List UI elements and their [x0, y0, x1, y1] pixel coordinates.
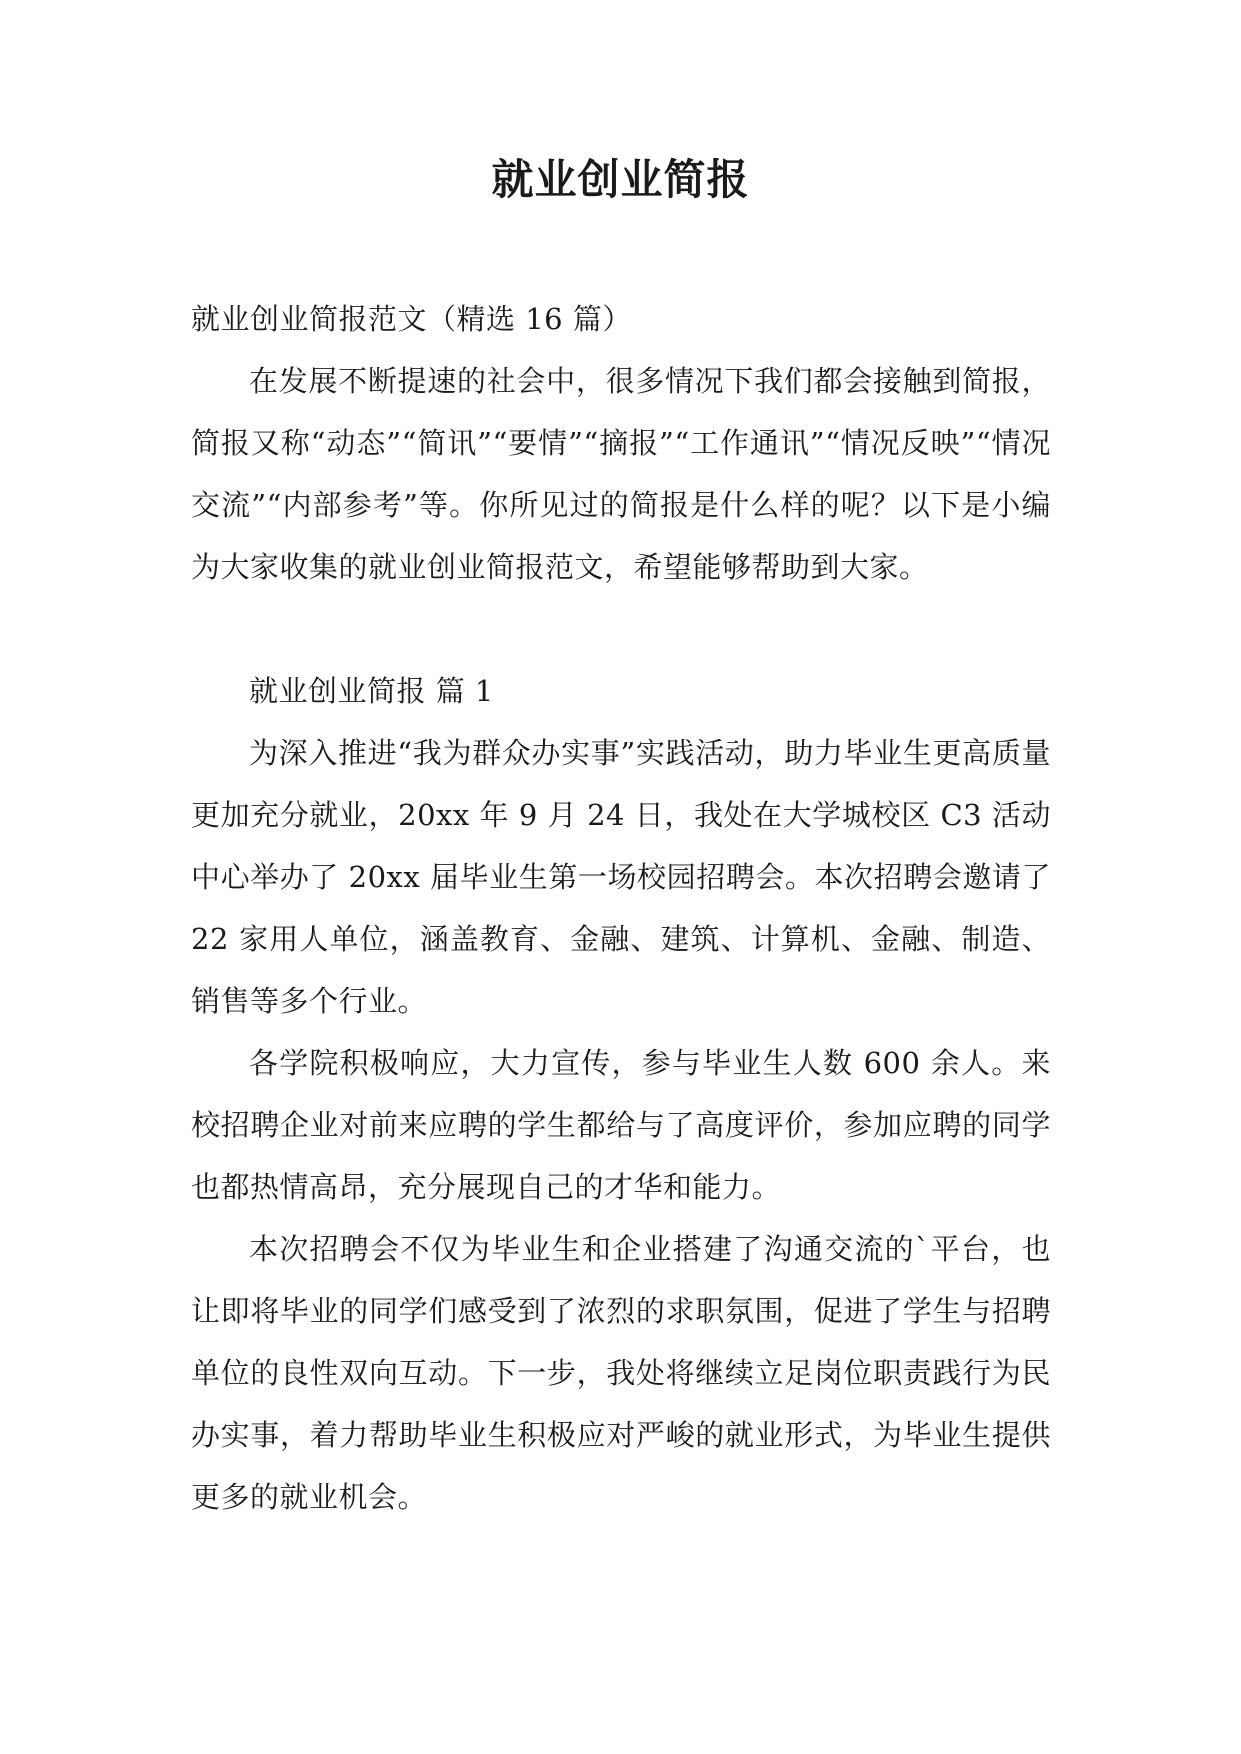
- intro-paragraph: 在发展不断提速的社会中，很多情况下我们都会接触到简报，简报又称“动态”“简讯”“要情”“摘报”“工作通讯”“情况反映”“情况交流”“内部参考”等。你所见过的简报是什么样的呢？以下是小编为大家收集的就业创业简报范文，希望能够帮助到大家。: [191, 364, 1051, 584]
- body-paragraph-1: 为深入推进“我为群众办实事”实践活动，助力毕业生更高质量更加充分就业，20xx 年 9 月 24 日，我处在大学城校区 C3 活动中心举办了 20xx 届毕业生第一场校园招聘会。本次招聘会邀请了 22 家用人单位，涵盖教育、金融、建筑、计算机、金融、制造、销售等多个行业。: [191, 736, 1051, 1018]
- document-body: [191, 288, 1051, 1528]
- body-paragraph-2: 各学院积极响应，大力宣传，参与毕业生人数 600 余人。来校招聘企业对前来应聘的学生都给与了高度评价，参加应聘的同学也都热情高昂，充分展现自己的才华和能力。: [191, 1046, 1051, 1204]
- section-heading: 就业创业简报 篇 1: [249, 674, 494, 708]
- paragraph-spacer: [191, 598, 1051, 660]
- body-paragraph-3: 本次招聘会不仅为毕业生和企业搭建了沟通交流的`平台，也让即将毕业的同学们感受到了浓烈的求职氛围，促进了学生与招聘单位的良性双向互动。下一步，我处将继续立足岗位职责践行为民办实事，着力帮助毕业生积极应对严峻的就业形式，为毕业生提供更多的就业机会。: [191, 1232, 1051, 1514]
- document-title: 就业创业简报: [491, 155, 750, 204]
- document-subtitle: 就业创业简报范文（精选 16 篇）: [191, 302, 632, 336]
